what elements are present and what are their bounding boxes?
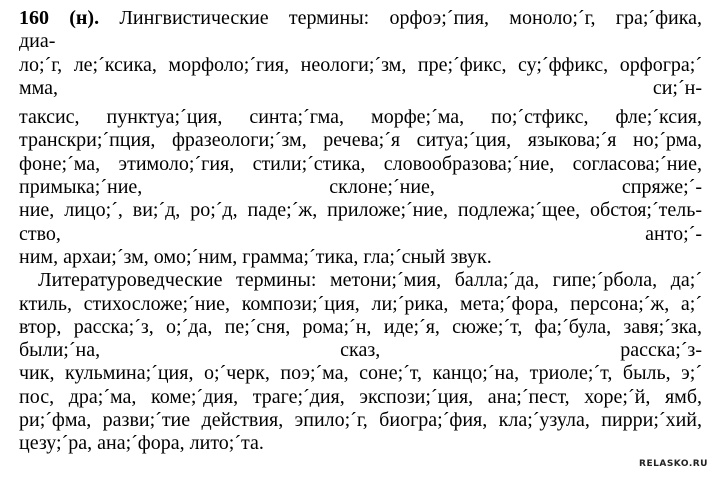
- text-line-7: фоне;´ма, этимоло;´гия, стили;´стика, словообразова;´ние, согласова;´ние,: [19, 152, 702, 175]
- line-content: Лингвистические термины: орфоэ;´пия, моноло;´г, гра;´фика,: [119, 7, 703, 29]
- text-line-9: ние, лицо;´, ви;´д, ро;´д, паде;´ж, приложе;´ние, подлежа;´щее, обстоя;´тель-: [19, 199, 702, 222]
- text-line-10: ство, анто;´-: [19, 222, 702, 245]
- text-line-14: втор, расска;´з, о;´да, пе;´сня, рома;´н, иде;´я, сюже;´т, фа;´була, завя;´зка,: [19, 315, 702, 338]
- text-line-1: [19, 7, 702, 30]
- exercise-text: [19, 7, 702, 456]
- text-line-4: [19, 77, 702, 100]
- text-line-3: ло;´г, ле;´ксика, морфоло;´гия, неологи;´зм, пре;´фикс, су;´ффикс, орфогра;´: [19, 53, 702, 76]
- text-line-16: чик, кульмина;´ция, о;´черк, поэ;´ма, соне;´т, канцо;´на, триоле;´т, быль, э;´: [19, 362, 702, 385]
- text-line-6: транскри;´пция, фразеологи;´зм, речева;´я ситуа;´ция, языкова;´я но;´рма,: [19, 129, 702, 152]
- text-line-17: пос, дра;´ма, коме;´дия, траге;´дия, экспози;´ция, ана;´пест, хоре;´й, ямб,: [19, 385, 702, 408]
- text-line-8: примыка;´ние, склоне;´ние, спряже;´-: [19, 176, 702, 199]
- line-content: мма, си;´н-: [19, 76, 702, 99]
- text-line-15: были;´на, сказ, расска;´з-: [19, 339, 702, 362]
- exercise-number: 160 (н).: [19, 7, 100, 29]
- text-line-12: Литературоведческие термины: метони;´мия, балла;´да, гипе;´рбола, да;´: [38, 269, 702, 292]
- text-line-11: ним, архаи;´зм, омо;´ним, грамма;´тика, гла;´сный звук.: [19, 245, 492, 268]
- text-line-18: ри;´фма, разви;´тие действия, эпило;´г, биогра;´фия, кла;´узула, пирри;´хий,: [19, 409, 702, 432]
- text-line-5: таксис, пунктуа;´ция, синта;´гма, морфе;´ма, по;´стфикс, фле;´ксия,: [19, 106, 702, 129]
- site-watermark: RELASKO.RU: [639, 459, 708, 469]
- text-line-2: диа-: [19, 30, 56, 53]
- text-line-19: цезу;´ра, ана;´фора, лито;´та.: [19, 432, 264, 455]
- text-line-13: ктиль, стихосложе;´ние, компози;´ция, ли;´рика, мета;´фора, персона;´ж, а;´: [19, 292, 702, 315]
